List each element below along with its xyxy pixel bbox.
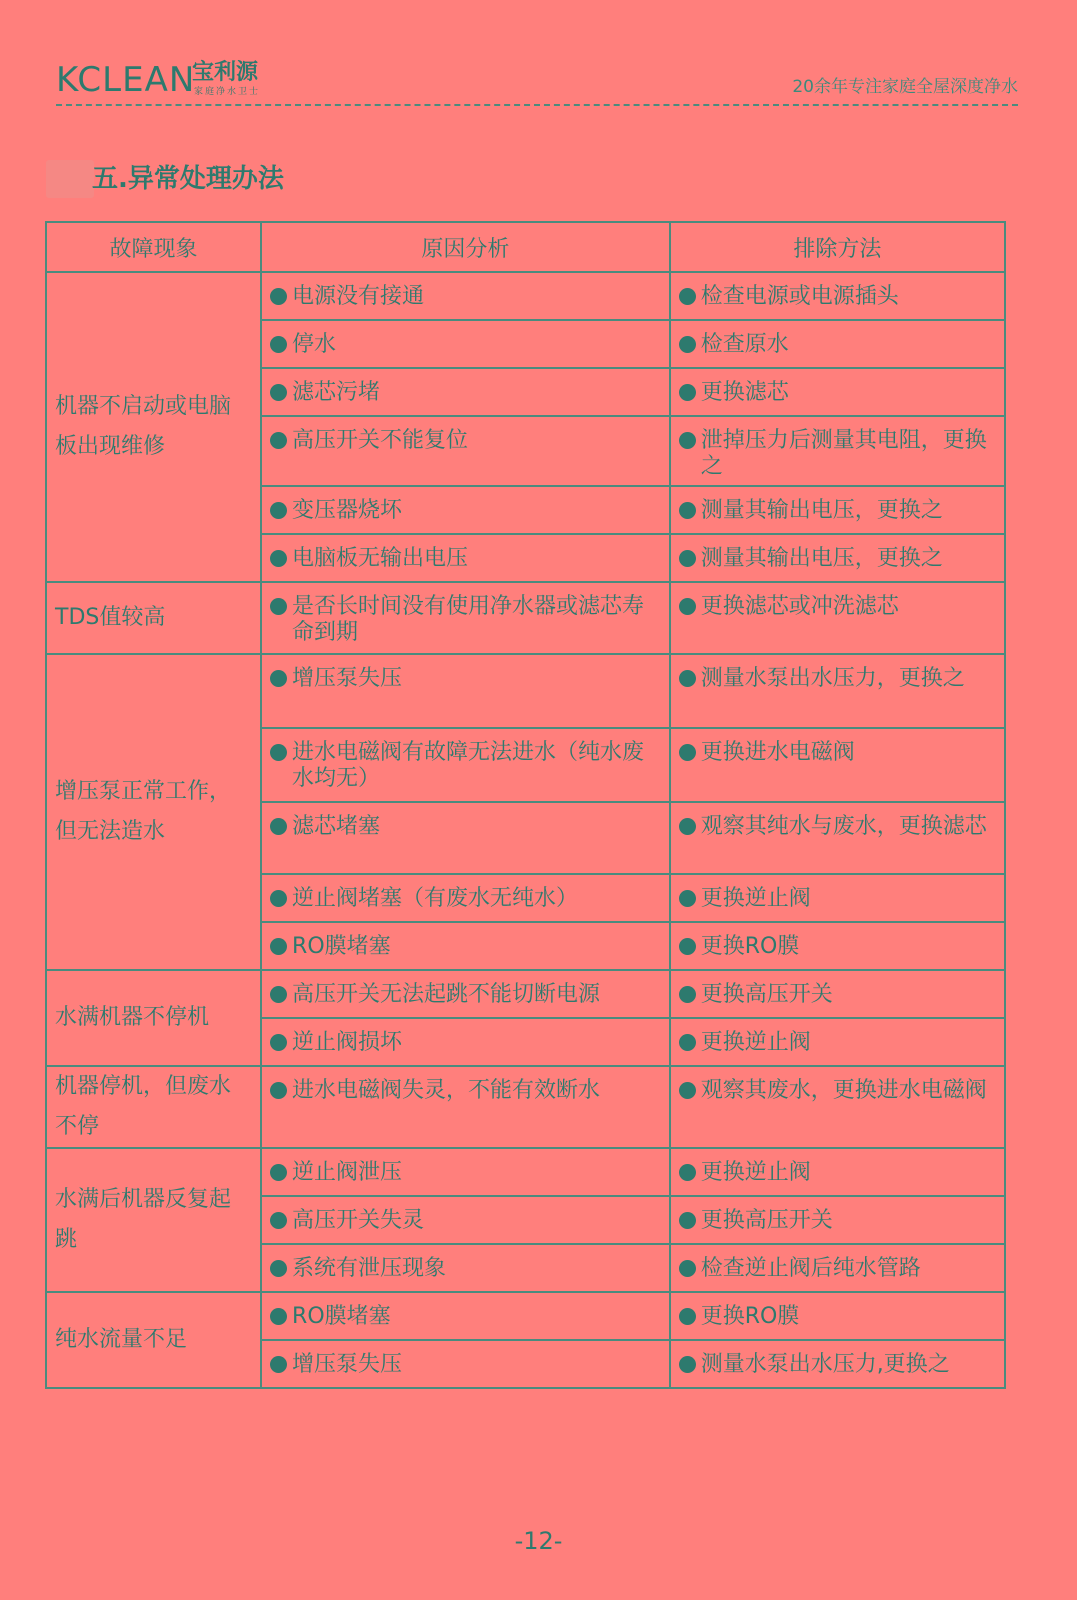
- cause-text: 高压开关失灵: [270, 1208, 659, 1234]
- table-row: [46, 1292, 1005, 1340]
- cause-cell: [261, 802, 670, 874]
- fault-symptom-cell: [46, 1292, 261, 1388]
- cause-text: 电脑板无输出电压: [270, 546, 659, 572]
- cause-text: 逆止阀泄压: [270, 1160, 659, 1186]
- cause-text: 停水: [270, 332, 659, 358]
- solution-cell: [670, 534, 1005, 582]
- solution-text: 更换RO膜: [679, 934, 994, 960]
- solution-text: 更换高压开关: [679, 982, 994, 1008]
- cause-text: 是否长时间没有使用净水器或滤芯寿命到期: [270, 594, 659, 646]
- fault-symptom: 水满机器不停机: [55, 1005, 210, 1030]
- solution-cell: [670, 1018, 1005, 1066]
- cause-cell: [261, 1066, 670, 1148]
- section-heading: [46, 160, 346, 198]
- solution-cell: [670, 1292, 1005, 1340]
- table-row: [46, 1148, 1005, 1196]
- cause-text: 增压泵失压: [270, 1352, 659, 1378]
- cause-cell: [261, 1196, 670, 1244]
- solution-text: 检查电源或电源插头: [679, 284, 994, 310]
- cause-text: 进水电磁阀失灵，不能有效断水: [270, 1078, 659, 1104]
- solution-text: 更换滤芯: [679, 380, 994, 406]
- cause-text: RO膜堵塞: [270, 1304, 659, 1330]
- solution-cell: [670, 320, 1005, 368]
- solution-text: 测量水泵出水压力,更换之: [679, 1352, 994, 1378]
- solution-cell: [670, 1244, 1005, 1292]
- header-slogan: 20余年专注家庭全屋深度净水: [792, 77, 1018, 97]
- table-row: [46, 272, 1005, 320]
- cause-text: RO膜堵塞: [270, 934, 659, 960]
- solution-text: 测量其输出电压，更换之: [679, 498, 994, 524]
- solution-text: 测量水泵出水压力，更换之: [679, 666, 994, 692]
- cause-cell: [261, 320, 670, 368]
- solution-cell: [670, 802, 1005, 874]
- logo-tagline: 家庭净水卫士: [194, 87, 261, 97]
- cause-cell: [261, 368, 670, 416]
- fault-symptom-cell: [46, 970, 261, 1066]
- solution-text: 测量其输出电压，更换之: [679, 546, 994, 572]
- fault-symptom: 机器不启动或电脑板出现维修: [55, 394, 232, 459]
- table-row: [46, 970, 1005, 1018]
- cause-cell: [261, 1148, 670, 1196]
- cause-text: 逆止阀堵塞（有废水无纯水）: [270, 886, 659, 912]
- solution-text: 观察其废水，更换进水电磁阀: [679, 1078, 994, 1104]
- solution-cell: [670, 922, 1005, 970]
- logo-chinese-name: 宝利源: [192, 60, 259, 85]
- fault-symptom: TDS值较高: [55, 605, 166, 630]
- table-row: [46, 654, 1005, 728]
- solution-text: 泄掉压力后测量其电阻，更换之: [679, 428, 994, 480]
- solution-cell: [670, 654, 1005, 728]
- cause-text: 高压开关无法起跳不能切断电源: [270, 982, 659, 1008]
- cause-text: 系统有泄压现象: [270, 1256, 659, 1282]
- cause-cell: [261, 582, 670, 654]
- solution-cell: [670, 272, 1005, 320]
- page-header: [56, 56, 1018, 106]
- cause-text: 高压开关不能复位: [270, 428, 659, 454]
- solution-text: 更换逆止阀: [679, 1030, 994, 1056]
- column-header-cause: 原因分析: [261, 222, 670, 272]
- fault-symptom: 增压泵正常工作，但无法造水: [55, 779, 232, 844]
- cause-cell: [261, 874, 670, 922]
- solution-cell: [670, 1148, 1005, 1196]
- cause-text: 逆止阀损坏: [270, 1030, 659, 1056]
- table-row: [46, 1066, 1005, 1148]
- solution-cell: [670, 970, 1005, 1018]
- cause-text: 电源没有接通: [270, 284, 659, 310]
- cause-text: 变压器烧坏: [270, 498, 659, 524]
- solution-cell: [670, 874, 1005, 922]
- solution-cell: [670, 1340, 1005, 1388]
- solution-text: 更换进水电磁阀: [679, 740, 994, 766]
- cause-cell: [261, 486, 670, 534]
- cause-text: 进水电磁阀有故障无法进水（纯水废水均无）: [270, 740, 659, 792]
- cause-cell: [261, 654, 670, 728]
- solution-cell: [670, 368, 1005, 416]
- solution-text: 更换高压开关: [679, 1208, 994, 1234]
- table-header-row: [46, 222, 1005, 272]
- cause-cell: [261, 1340, 670, 1388]
- solution-text: 更换逆止阀: [679, 886, 994, 912]
- table-body: [46, 272, 1005, 1388]
- cause-text: 滤芯堵塞: [270, 814, 659, 840]
- cause-cell: [261, 922, 670, 970]
- cause-cell: [261, 970, 670, 1018]
- solution-cell: [670, 416, 1005, 486]
- cause-text: 增压泵失压: [270, 666, 659, 692]
- solution-cell: [670, 1066, 1005, 1148]
- cause-cell: [261, 1292, 670, 1340]
- solution-cell: [670, 486, 1005, 534]
- fault-symptom-cell: [46, 1066, 261, 1148]
- cause-cell: [261, 534, 670, 582]
- solution-text: 更换RO膜: [679, 1304, 994, 1330]
- fault-symptom-cell: [46, 582, 261, 654]
- solution-text: 更换逆止阀: [679, 1160, 994, 1186]
- page-number: -12-: [514, 1527, 563, 1555]
- cause-cell: [261, 1018, 670, 1066]
- troubleshooting-table: [45, 221, 1006, 1389]
- fault-symptom: 纯水流量不足: [55, 1327, 188, 1352]
- solution-text: 检查逆止阀后纯水管路: [679, 1256, 994, 1282]
- heading-accent-bar: [46, 160, 94, 198]
- fault-symptom: 水满后机器反复起跳: [55, 1187, 232, 1252]
- solution-text: 观察其纯水与废水，更换滤芯: [679, 814, 994, 840]
- column-header-symptom: 故障现象: [46, 222, 261, 272]
- cause-cell: [261, 272, 670, 320]
- solution-cell: [670, 582, 1005, 654]
- column-header-solution: 排除方法: [670, 222, 1005, 272]
- solution-cell: [670, 728, 1005, 802]
- cause-text: 滤芯污堵: [270, 380, 659, 406]
- section-title: 五.异常处理办法: [92, 164, 284, 194]
- solution-text: 更换滤芯或冲洗滤芯: [679, 594, 994, 620]
- fault-symptom-cell: [46, 272, 261, 582]
- cause-cell: [261, 416, 670, 486]
- table-row: [46, 582, 1005, 654]
- logo-text: KCLEAN: [56, 60, 196, 100]
- solution-text: 检查原水: [679, 332, 994, 358]
- cause-cell: [261, 728, 670, 802]
- cause-cell: [261, 1244, 670, 1292]
- fault-symptom-cell: [46, 654, 261, 970]
- fault-symptom: 机器停机，但废水不停: [55, 1074, 232, 1139]
- header-divider: [56, 104, 1018, 106]
- fault-symptom-cell: [46, 1148, 261, 1292]
- solution-cell: [670, 1196, 1005, 1244]
